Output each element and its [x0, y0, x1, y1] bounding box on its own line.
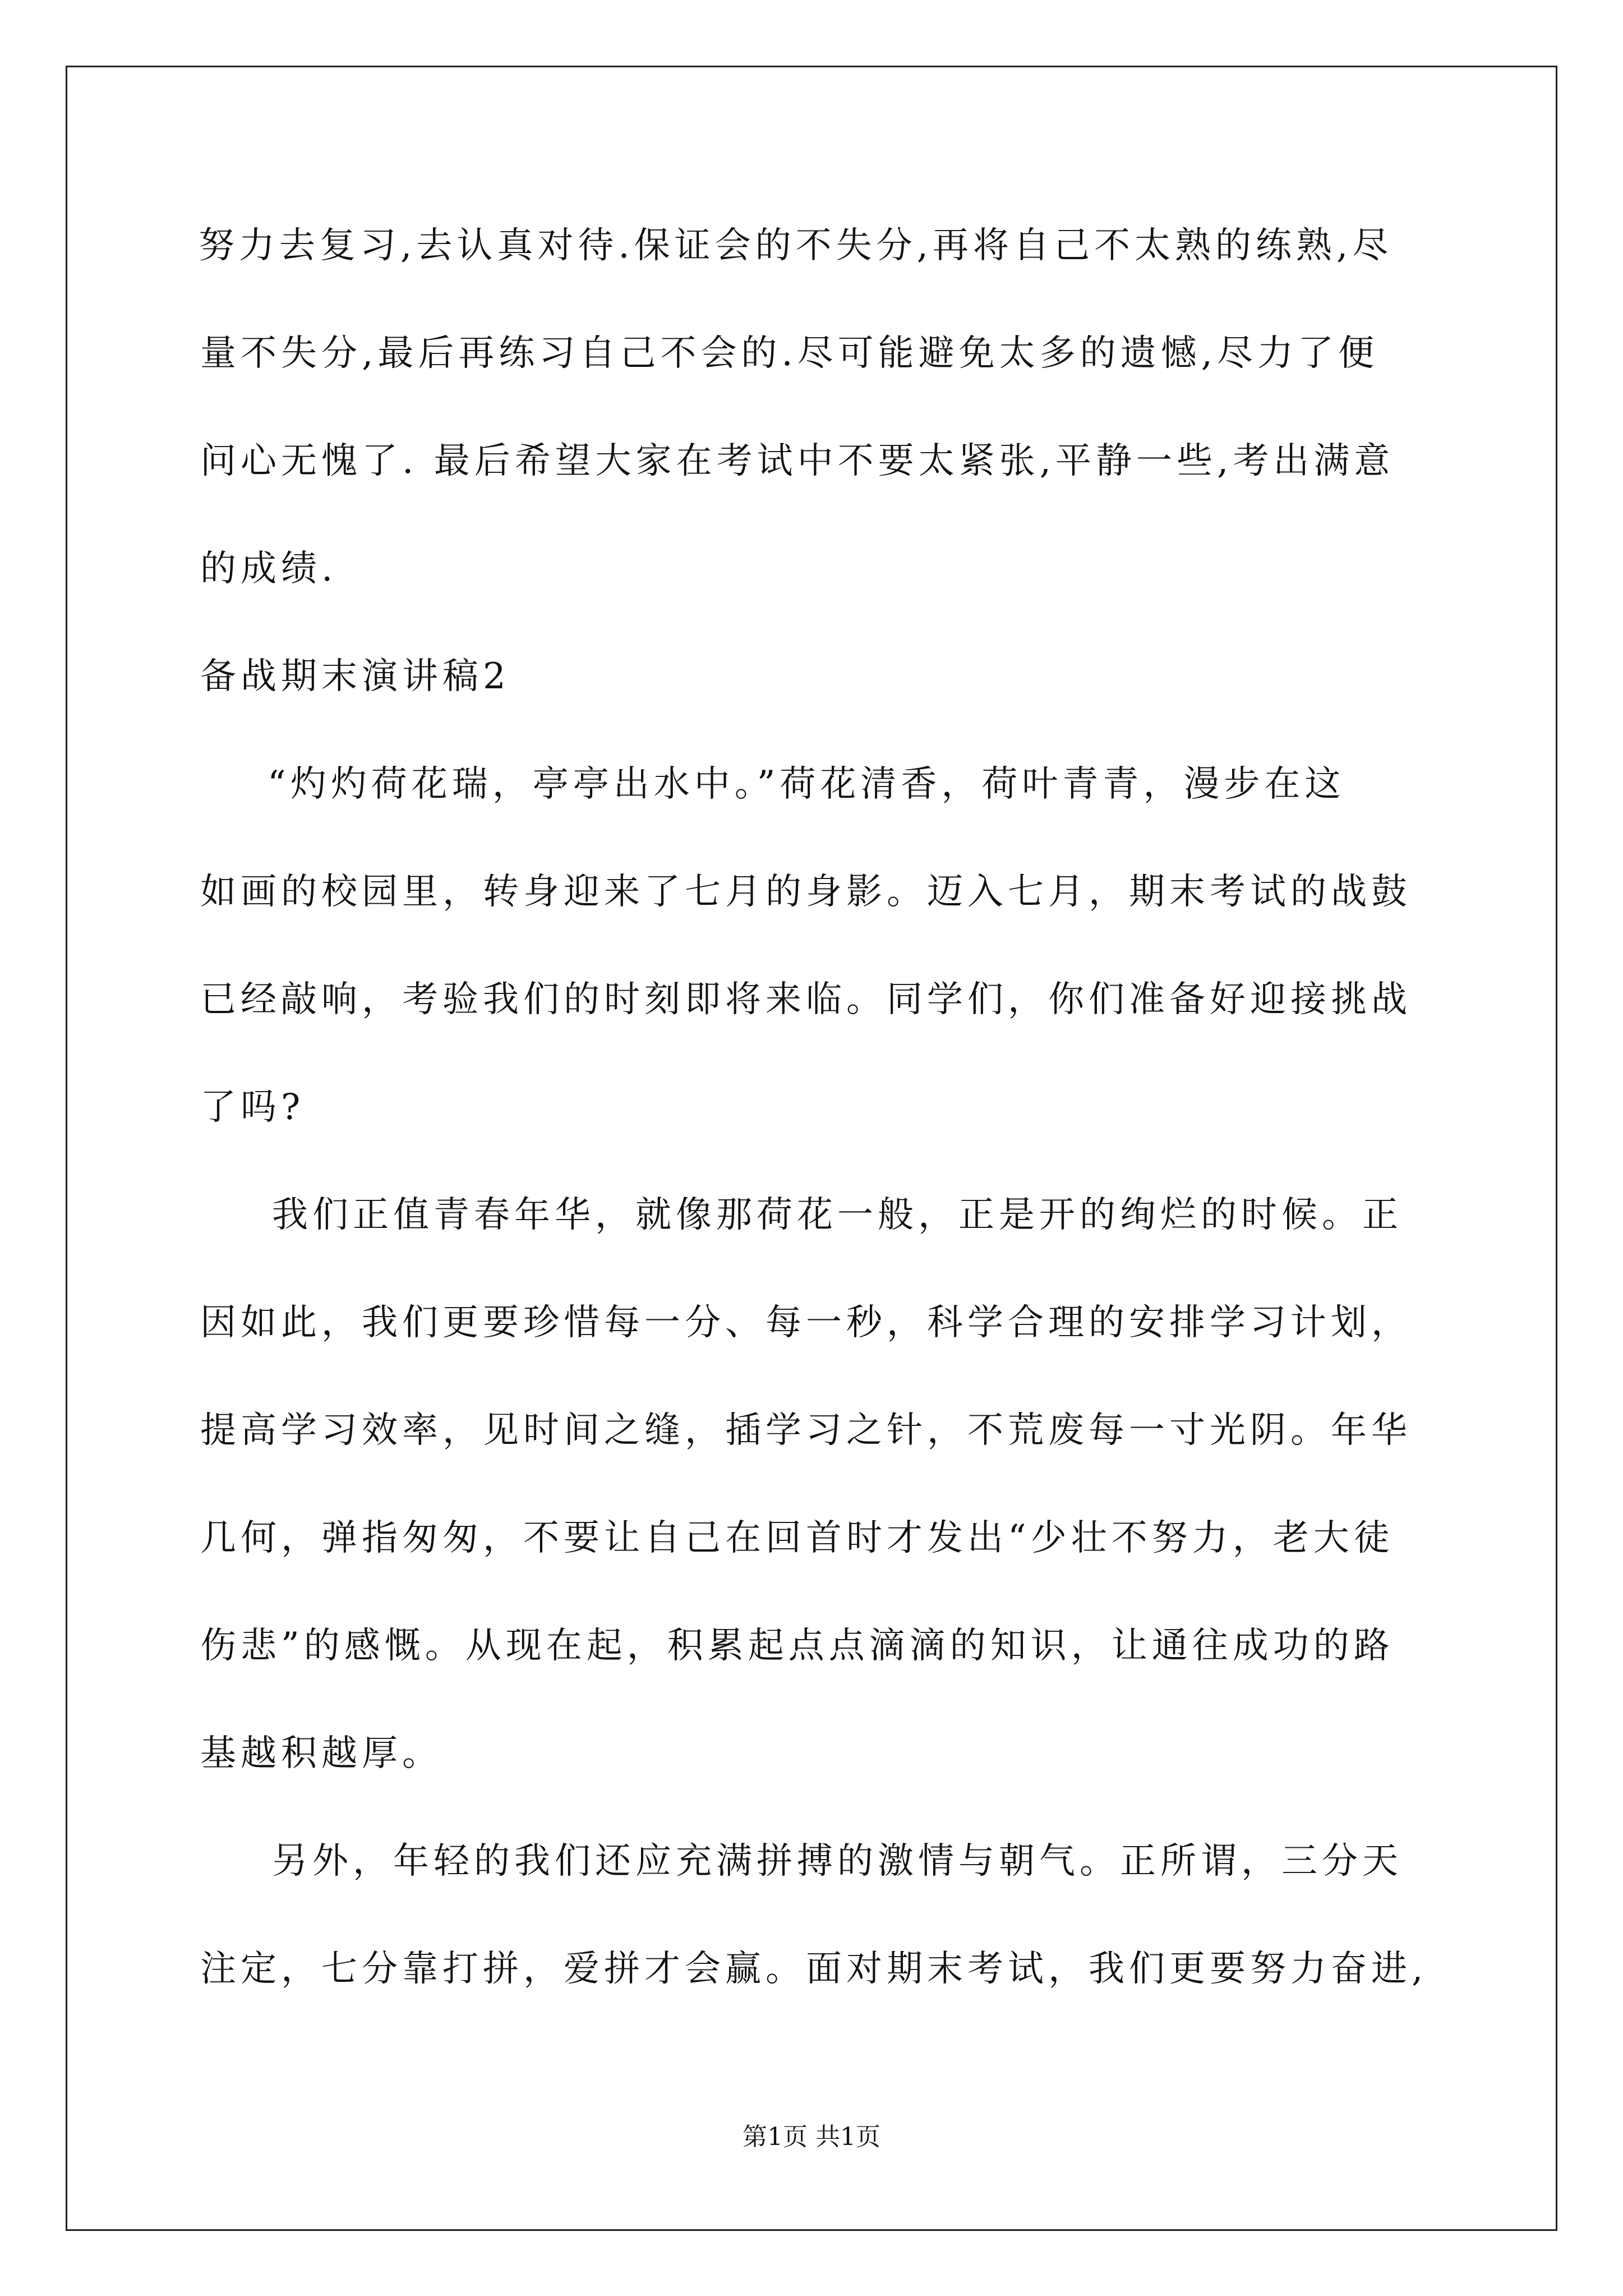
- text-line: 努力去复习,去认真对待.保证会的不失分,再将自己不太熟的练熟,尽: [199, 225, 1393, 266]
- text-line: 注定，七分靠打拼，爱拼才会赢。面对期末考试，我们更要努力奋进,: [200, 1948, 1428, 1990]
- paragraph-continuation: [200, 219, 1428, 596]
- text-line: 如画的校园里，转身迎来了七月的身影。迈入七月，期末考试的战鼓: [200, 871, 1412, 913]
- paragraph: [200, 757, 1428, 1134]
- document-body: [200, 219, 1428, 1996]
- paragraph: [200, 1834, 1428, 1996]
- section-heading: [200, 650, 1428, 703]
- text-line: 了吗?: [200, 1087, 305, 1128]
- text-line: 提高学习效率，见时间之缝，插学习之针，不荒废每一寸光阴。年华: [200, 1410, 1412, 1451]
- text-line: 量不失分,最后再练习自己不会的.尽可能避免太多的遗憾,尽力了便: [200, 333, 1379, 374]
- text-line: 另外，年轻的我们还应充满拼搏的激情与朝气。正所谓，三分天: [272, 1841, 1403, 1882]
- text-line: 伤悲”的感慨。从现在起，积累起点点滴滴的知识，让通往成功的路: [200, 1625, 1394, 1667]
- text-line: 问心无愧了. 最后希望大家在考试中不要太紧张,平静一些,考出满意: [200, 440, 1395, 482]
- text-line: 因如此，我们更要珍惜每一分、每一秒，科学合理的安排学习计划，: [200, 1302, 1412, 1343]
- heading-text: 备战期末演讲稿2: [200, 656, 510, 697]
- text-line: 基越积越厚。: [200, 1733, 442, 1774]
- paragraph: [200, 1188, 1428, 1780]
- text-line: 的成绩.: [200, 548, 338, 590]
- text-line: “灼灼荷花瑞，亭亭出水中。”荷花清香，荷叶青青，漫步在这: [268, 763, 1345, 805]
- text-line: 我们正值青春年华，就像那荷花一般，正是开的绚烂的时候。正: [272, 1194, 1403, 1236]
- text-line: 几何，弹指匆匆，不要让自己在回首时才发出“少壮不努力，老大徒: [200, 1517, 1394, 1559]
- page-footer: 第1页 共1页: [743, 2123, 880, 2151]
- text-line: 已经敲响，考验我们的时刻即将来临。同学们，你们准备好迎接挑战: [200, 979, 1412, 1020]
